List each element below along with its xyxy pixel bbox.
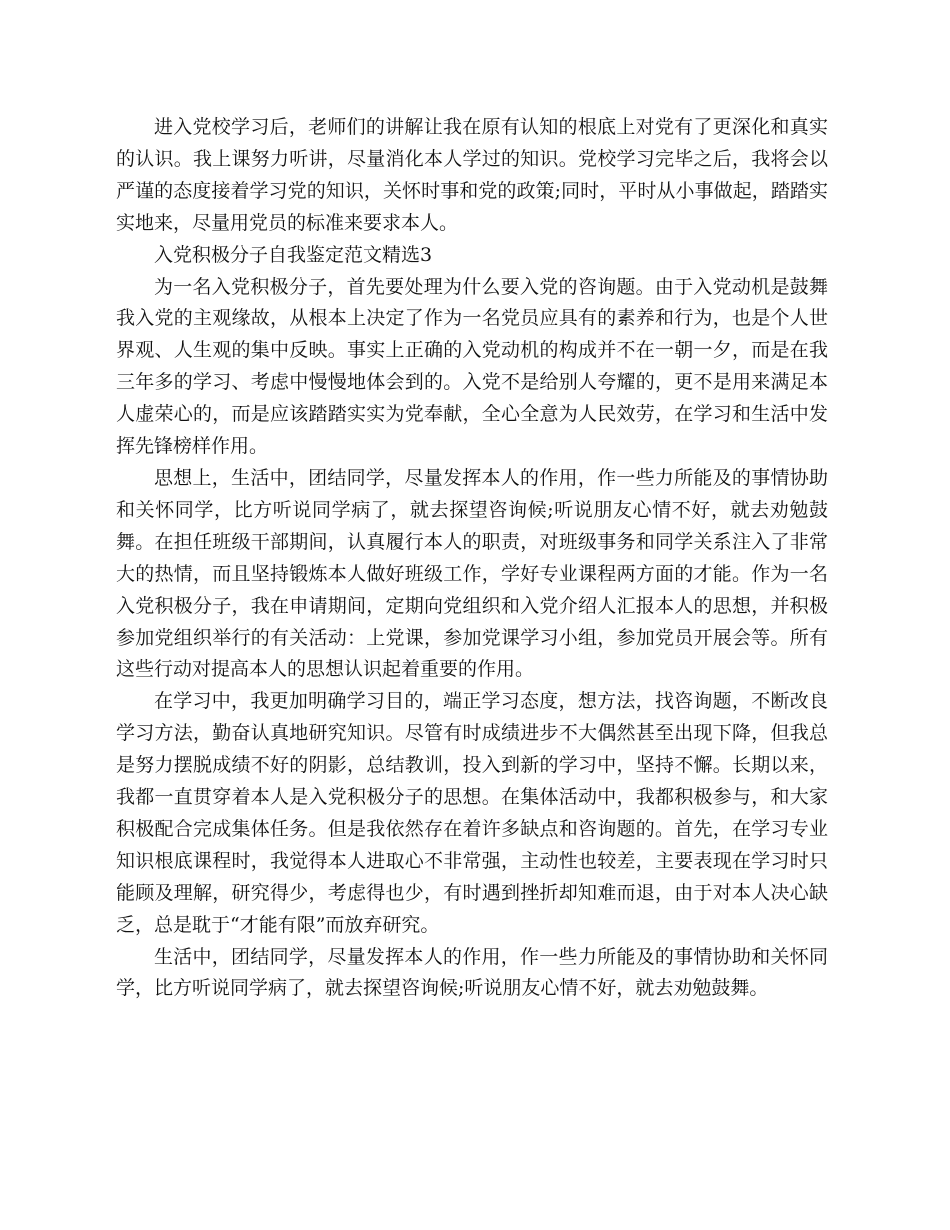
paragraph-party-motivation: 为一名入党积极分子，首先要处理为什么要入党的咨询题。由于入党动机是鼓舞我入党的主观缘故，从根本上决定了作为一名党员应具有的素养和行为，也是个人世界观、人生观的集中反映。事实上正确的入党动机的构成并不在一朝一夕，而是在我三年多的学习、考虑中慢慢地体会到的。入党不是给别人夸耀的，更不是用来满足本人虚荣心的，而是应该踏踏实实为党奉献，全心全意为人民效劳，在学习和生活中发挥先锋榜样作用。 (116, 275, 828, 458)
document-body (116, 112, 828, 1005)
paragraph-study: 在学习中，我更加明确学习目的，端正学习态度，想方法，找咨询题，不断改良学习方法，勤奋认真地研究知识。尽管有时成绩进步不大偶然甚至出现下降，但我总是努力摆脱成绩不好的阴影，总结教训，投入到新的学习中，坚持不懈。长期以来，我都一直贯穿着本人是入党积极分子的思想。在集体活动中，我都积极参与，和大家积极配合完成集体任务。但是我依然存在着许多缺点和咨询题的。首先，在学习专业知识根底课程时，我觉得本人进取心不非常强，主动性也较差，主要表现在学习时只能顾及理解，研究得少，考虑得也少，有时遇到挫折却知难而退，由于对本人决心缺乏，总是耽于“才能有限”而放弃研究。 (116, 690, 828, 936)
paragraph-party-school-study: 进入党校学习后，老师们的讲解让我在原有认知的根底上对党有了更深化和真实的认识。我上课努力听讲，尽量消化本人学过的知识。党校学习完毕之后，我将会以严谨的态度接着学习党的知识，关怀时事和党的政策;同时，平时从小事做起，踏踏实实地来，尽量用党员的标准来要求本人。 (116, 116, 828, 234)
section-heading: 入党积极分子自我鉴定范文精选3 (154, 243, 433, 266)
paragraph-thought-and-life: 思想上，生活中，团结同学，尽量发挥本人的作用，作一些力所能及的事情协助和关怀同学，比方听说同学病了，就去探望咨询候;听说朋友心情不好，就去劝勉鼓舞。在担任班级干部期间，认真履行本人的职责，对班级事务和同学关系注入了非常大的热情，而且坚持锻炼本人做好班级工作，学好专业课程两方面的才能。作为一名入党积极分子，我在申请期间，定期向党组织和入党介绍人汇报本人的思想，并积极参加党组织举行的有关活动：上党课，参加党课学习小组，参加党员开展会等。所有这些行动对提高本人的思想认识起着重要的作用。 (116, 466, 828, 681)
paragraph-life: 生活中，团结同学，尽量发挥本人的作用，作一些力所能及的事情协助和关怀同学，比方听说同学病了，就去探望咨询候;听说朋友心情不好，就去劝勉鼓舞。 (116, 945, 828, 1000)
